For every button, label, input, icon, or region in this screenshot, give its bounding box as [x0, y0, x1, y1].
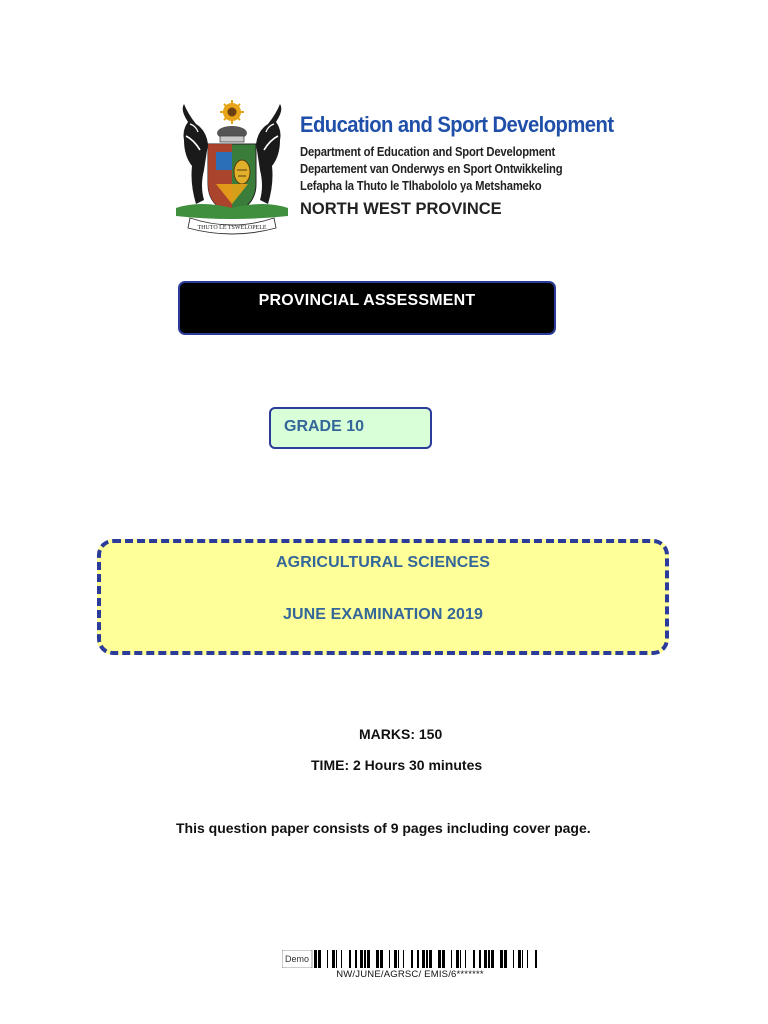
department-title: Education and Sport Development	[300, 112, 614, 137]
crest-motto: THUTO LE TSWELOPELE	[197, 225, 267, 231]
department-text-block	[300, 112, 614, 219]
grade-box	[269, 407, 432, 449]
department-line-setswana: Lefapha la Thuto le Tlhabololo ya Metshameko	[300, 179, 542, 193]
barcode-tag: Demo	[284, 954, 310, 964]
department-line-english: Department of Education and Sport Development	[300, 145, 556, 159]
exam-name: JUNE EXAMINATION 2019	[282, 606, 484, 623]
barcode-footer	[282, 950, 538, 980]
department-header	[170, 100, 614, 240]
subject-name: AGRICULTURAL SCIENCES	[276, 554, 490, 571]
department-line-afrikaans: Departement van Onderwys en Sport Ontwikkeling	[300, 162, 563, 176]
exam-code: NW/JUNE/AGRSC/ EMIS/6*******	[336, 969, 484, 980]
barcode	[282, 950, 538, 968]
time-text: TIME: 2 Hours 30 minutes	[311, 757, 483, 773]
pages-note: This question paper consists of 9 pages including cover page.	[176, 820, 591, 836]
assessment-banner	[178, 281, 556, 335]
assessment-label: PROVINCIAL ASSESSMENT	[258, 292, 476, 309]
coat-of-arms-logo	[170, 100, 294, 238]
grade-label: GRADE 10	[284, 418, 365, 435]
province-name: NORTH WEST PROVINCE	[300, 200, 502, 218]
marks-text: MARKS: 150	[359, 726, 443, 742]
subject-box	[97, 539, 669, 655]
